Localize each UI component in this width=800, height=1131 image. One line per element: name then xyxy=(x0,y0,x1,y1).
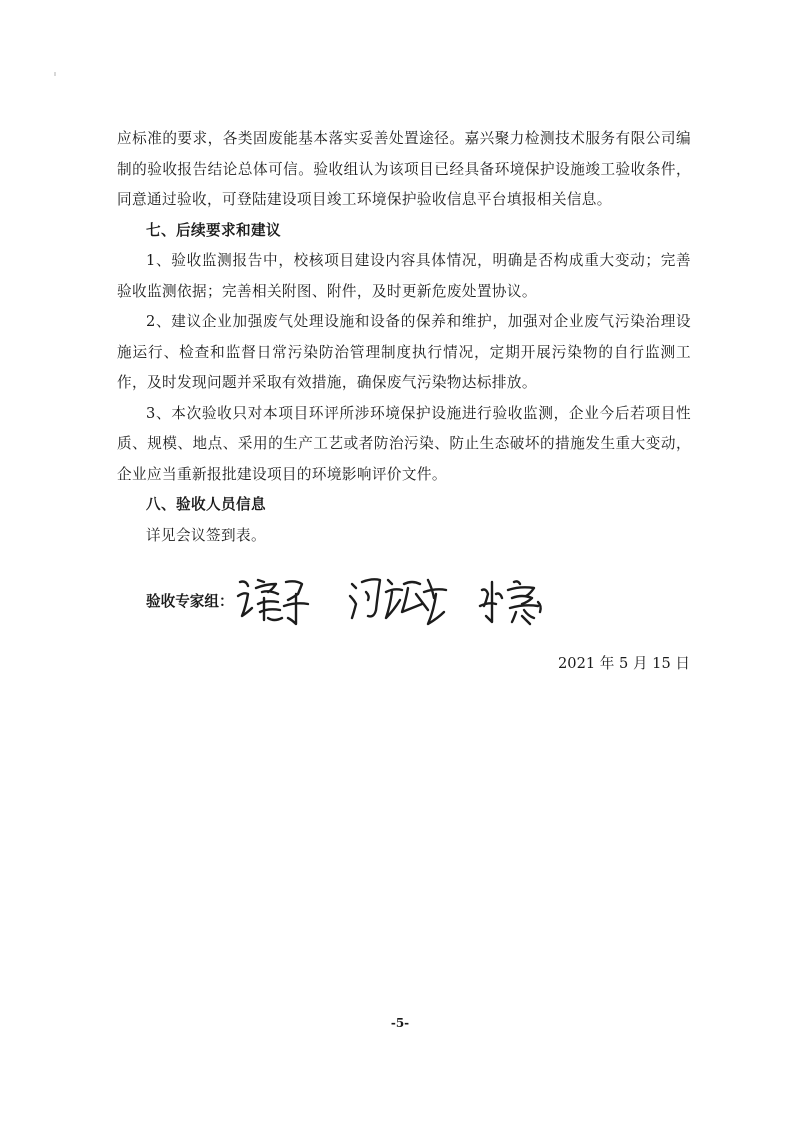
expert-signature-row xyxy=(146,570,556,630)
scan-mark xyxy=(54,72,56,76)
paragraph-requirement-3: 3、本次验收只对本项目环评所涉环境保护设施进行验收监测，企业今后若项目性质、规模、地点、采用的生产工艺或者防治污染、防止生态破坏的措施发生重大变动，企业应当重新报批建设项目的环境影响评价文件。 xyxy=(117,404,691,483)
body-text xyxy=(117,124,691,551)
paragraph-conclusion: 应标准的要求，各类固废能基本落实妥善处置途径。嘉兴聚力检测技术服务有限公司编制的验收报告结论总体可信。验收组认为该项目已经具备环境保护设施竣工验收条件，同意通过验收，可登陆建设项目竣工环境保护验收信息平台填报相关信息。 xyxy=(117,130,691,208)
paragraph-requirement-1: 1、验收监测报告中，校核项目建设内容具体情况，明确是否构成重大变动；完善验收监测依据；完善相关附图、附件，及时更新危废处置协议。 xyxy=(117,252,691,300)
paragraph-sign-in-note: 详见会议签到表。 xyxy=(146,526,266,544)
heading-personnel-info: 八、验收人员信息 xyxy=(146,496,266,513)
page-number: -5- xyxy=(390,1016,410,1030)
signature-label: 验收专家组： xyxy=(146,592,234,610)
paragraph-requirement-2: 2、建议企业加强废气处理设施和设备的保养和维护，加强对企业废气污染治理设施运行、检查和监督日常污染防治管理制度执行情况，定期开展污染物的自行监测工作，及时发现问题并采取有效措施，确保废气污染物达标排放。 xyxy=(117,313,691,391)
signature-3 xyxy=(476,572,556,628)
signature-date: 2021 年 5 月 15 日 xyxy=(558,655,690,672)
signature-2 xyxy=(346,570,450,630)
signature-1 xyxy=(234,572,312,628)
heading-follow-up-requirements: 七、后续要求和建议 xyxy=(146,221,281,239)
